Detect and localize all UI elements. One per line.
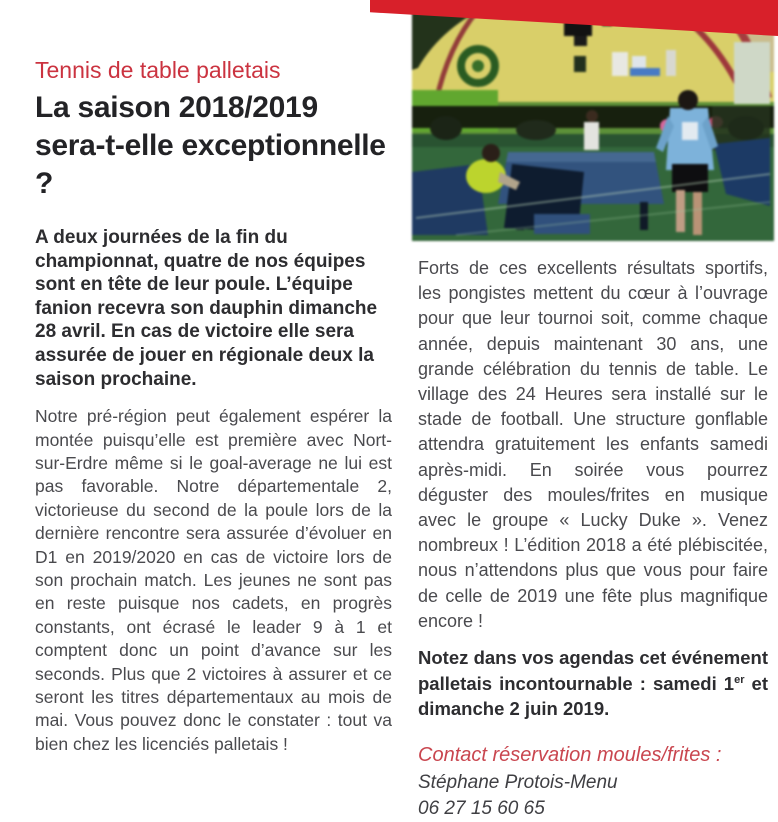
agenda-ordinal-superscript: er bbox=[734, 673, 745, 686]
agenda-note bbox=[418, 645, 768, 722]
agenda-text-end: et dimanche 2 juin 2019. bbox=[418, 672, 768, 720]
table-tennis-hall-photo bbox=[416, 6, 770, 235]
contact-phone: 06 27 15 60 65 bbox=[418, 797, 545, 819]
agenda-text-start: Notez dans vos agendas cet événement palletais incontournable : samedi 1 bbox=[418, 647, 768, 694]
table-tennis-hall-illustration bbox=[416, 6, 770, 235]
left-column bbox=[35, 0, 392, 756]
article-lede: A deux journées de la fin du championnat, quatre de nos équipes sont en tête de leur poule. L’équipe fanion recevra son dauphin dimanche 28 avril. En cas de victoire elle sera assurée de jouer en régionale deux la saison prochaine. bbox=[35, 227, 378, 390]
contact-label: Contact réservation moules/frites : bbox=[418, 743, 722, 766]
article-body-right: Forts de ces excellents résultats sportifs, les pongistes mettent du cœur à l’ouvrage pour que leur tournoi soit, comme chaque année, depuis maintenant 30 ans, une grande célébration du tennis de table. Le village des 24 Heures sera installé sur le stade de football. Une structure gonflable attendra gratuitement les enfants samedi après-midi. En soirée vous pourrez déguster des moules/frites en musique avec le groupe « Lucky Duke ». Venez nombreux ! L’édition 2018 a été plébiscitée, nous n’attendons plus que vous pour faire de celle de 2019 une fête plus magnifique encore ! bbox=[418, 258, 768, 631]
article-title: La saison 2018/2019 sera-t-elle exceptionnelle ? bbox=[35, 91, 386, 200]
contact-name: Stéphane Protois-Menu bbox=[418, 771, 618, 793]
section-kicker: Tennis de table palletais bbox=[35, 57, 281, 83]
right-column bbox=[418, 256, 768, 822]
article-body-left: Notre pré-région peut également espérer la montée puisqu’elle est première avec Nort-sur-Erdre même si le goal-average ne lui est pas favorable. Notre départementale 2, victorieuse du second de la poule lors de la dernière rencontre sera assurée d’évoluer en D1 en 2019/2020 en cas de victoire lors de son prochain match. Les jeunes ne sont pas en reste puisque nos cadets, en progrès constants, ont écrasé le leader 9 à 1 et comptent donc un point d’avance sur les seconds. Plus que 2 victoires à assurer et ce seront les titres départementaux au mois de mai. Vous pouvez donc le constater : tout va bien chez les licenciés palletais ! bbox=[35, 406, 392, 754]
